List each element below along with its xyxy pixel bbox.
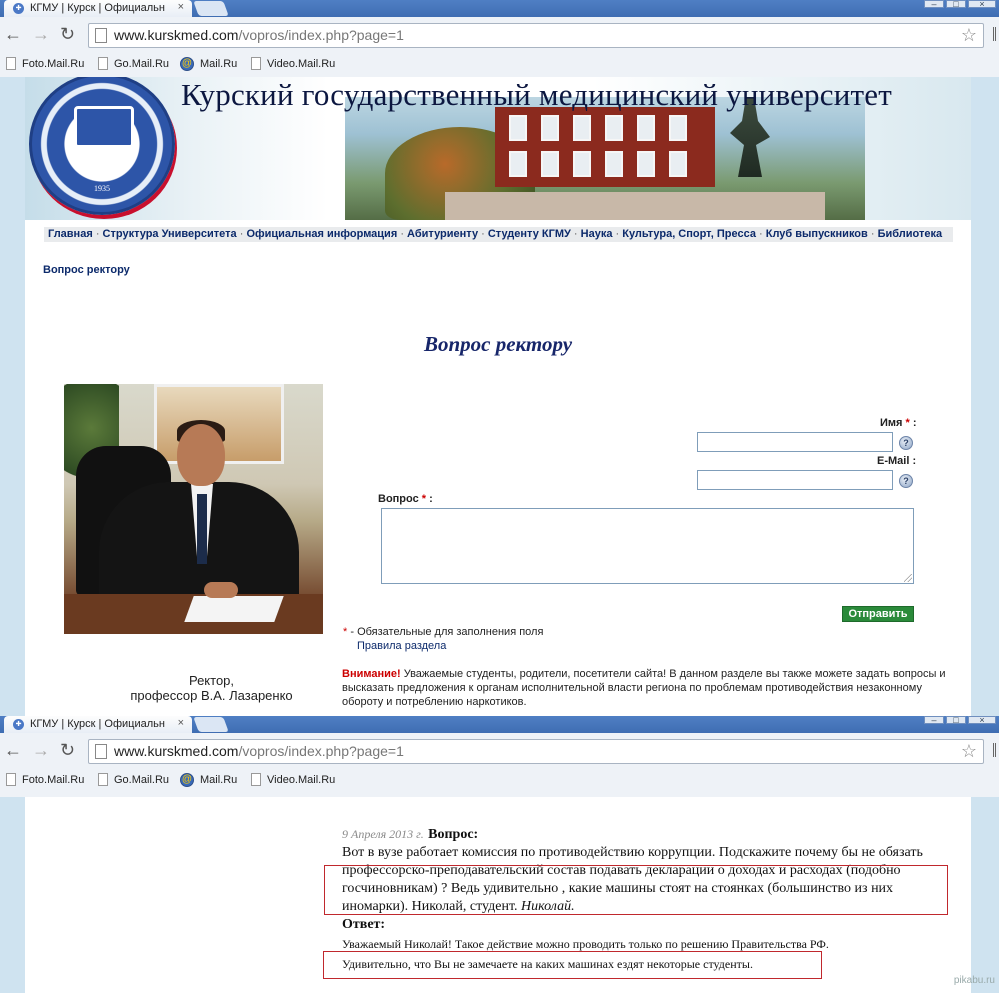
name-input[interactable] [697, 432, 893, 452]
bookmark-video-mail[interactable] [251, 773, 335, 786]
nav-home[interactable]: Главная [48, 228, 93, 240]
required-mark: * [421, 493, 427, 505]
paper-image [184, 596, 283, 622]
tab-strip [0, 0, 999, 17]
qa-question-body: Вот в вузе работает комиссия по противодействию коррупции. Подскажите почему бы не обязать профессорско-преподавательский состав подавать декларации о доходах и расходах (подобно госчиновникам) ? Ведь удивительно , какие машины стоят на стоянках (большинство из них иномарки). Николай, студент. [342, 845, 923, 914]
page-icon [95, 28, 107, 43]
tab-strip [0, 716, 999, 733]
nav-separator: · [615, 228, 620, 240]
browser-tab[interactable] [4, 716, 192, 733]
bookmark-label: Go.Mail.Ru [114, 57, 170, 70]
highlight-box-question [324, 865, 948, 915]
ksmu-favicon-icon: ✚ [13, 3, 24, 14]
bookmark-star-icon[interactable]: ☆ [960, 741, 977, 761]
bookmark-label: Foto.Mail.Ru [22, 57, 85, 70]
page-icon [251, 773, 261, 786]
nav-culture[interactable]: Культура, Спорт, Пресса [622, 228, 756, 240]
wrench-menu-icon[interactable] [990, 743, 996, 757]
required-mark: * [905, 417, 910, 429]
building-facade [495, 107, 715, 187]
nav-separator: · [759, 228, 763, 240]
tab-close-icon[interactable]: × [177, 717, 184, 729]
nav-bar [0, 733, 999, 769]
address-bar[interactable] [88, 23, 984, 48]
bookmark-video-mail[interactable] [251, 57, 335, 70]
highlight-box-answer [323, 951, 822, 979]
maximize-icon[interactable]: □ [946, 0, 966, 8]
mail-ru-icon: @ [181, 58, 193, 69]
nav-library[interactable]: Библиотека [877, 228, 943, 240]
forward-arrow-icon[interactable]: → [32, 24, 50, 44]
book-emblem-icon [74, 106, 134, 148]
minimize-icon[interactable]: – [924, 716, 944, 724]
nav-structure[interactable]: Структура Университета [102, 228, 237, 240]
nav-science[interactable]: Наука [580, 228, 613, 240]
email-input[interactable] [697, 470, 893, 490]
page-icon [251, 57, 261, 70]
forward-arrow-icon[interactable]: → [32, 740, 50, 760]
bookmark-mail[interactable] [180, 57, 237, 71]
main-navigation [44, 227, 953, 242]
bookmarks-bar [0, 53, 999, 77]
tie-image [197, 494, 207, 564]
question-label [378, 493, 433, 505]
page-title: Вопрос ректору [423, 332, 573, 356]
page-icon [98, 57, 108, 70]
maximize-icon[interactable]: □ [946, 716, 966, 724]
tab-title: КГМУ | Курск | Официальн [30, 2, 165, 14]
tab-close-icon[interactable]: × [177, 1, 184, 13]
campus-photo [345, 97, 865, 220]
rules-link[interactable]: Правила раздела [357, 640, 447, 652]
required-note [343, 626, 543, 638]
page-icon [6, 773, 16, 786]
question-textarea[interactable] [381, 508, 914, 584]
rector-photo [64, 384, 323, 634]
warning-text: Уважаемые студенты, родители, посетители сайта! В данном разделе вы также можете задать вопросы и высказать предложения к органам исполнительной власти региона по проблемам противодействия незаконному обороту и потреблению наркотиков. [342, 668, 946, 708]
wrench-menu-icon[interactable] [990, 27, 996, 41]
browser-tab[interactable] [4, 0, 192, 17]
watermark: pikabu.ru [953, 975, 995, 986]
nav-separator: · [239, 228, 244, 240]
name-help-icon[interactable]: ? [899, 436, 913, 450]
label-colon: : [429, 493, 433, 505]
qa-question-header [342, 825, 478, 843]
nav-separator: · [870, 228, 875, 240]
page-background-left [0, 77, 25, 716]
window-close-icon[interactable]: × [968, 0, 996, 8]
bookmark-foto-mail[interactable] [6, 57, 84, 70]
head-image [177, 424, 225, 486]
required-note-text: - Обязательные для заполнения поля [350, 626, 544, 638]
name-label-text: Имя [880, 417, 903, 429]
mail-ru-icon: @ [181, 774, 193, 785]
bookmark-label: Video.Mail.Ru [267, 57, 336, 70]
nav-separator: · [400, 228, 404, 240]
nav-separator: · [95, 228, 100, 240]
rector-caption-line2: профессор В.А. Лазаренко [130, 688, 293, 703]
bookmark-label: Mail.Ru [200, 58, 238, 70]
university-logo[interactable] [29, 77, 175, 215]
page-icon [98, 773, 108, 786]
page-background-right [971, 77, 999, 716]
email-help-icon[interactable]: ? [899, 474, 913, 488]
url-path: /vopros/index.php?page=1 [238, 27, 404, 43]
submit-button[interactable]: Отправить [842, 606, 914, 622]
warning-notice [342, 667, 954, 709]
bookmark-go-mail[interactable] [98, 773, 169, 786]
university-title: Курский государственный медицинский университет [181, 77, 892, 112]
nav-separator: · [481, 228, 485, 240]
email-label-text: E-Mail [877, 455, 910, 467]
rector-caption-line1: Ректор, [188, 673, 235, 688]
bookmark-label: Foto.Mail.Ru [22, 773, 85, 786]
qa-question-label: Вопрос: [428, 827, 479, 842]
logo-year: 1935 [94, 184, 110, 193]
tab-title: КГМУ | Курск | Официальн [30, 718, 165, 730]
url-host: www.kurskmed.com [114, 743, 239, 759]
bookmarks-bar [0, 769, 999, 793]
browser-chrome-top [0, 0, 999, 77]
site-header [25, 77, 971, 220]
url-path: /vopros/index.php?page=1 [238, 743, 404, 759]
nav-bar [0, 17, 999, 53]
url-host: www.kurskmed.com [114, 27, 239, 43]
back-arrow-icon[interactable]: ← [4, 24, 22, 44]
page-icon [6, 57, 16, 70]
required-mark: * [343, 626, 348, 638]
page-background-right [971, 797, 999, 993]
ksmu-favicon-icon: ✚ [13, 719, 24, 730]
pavement-image [445, 192, 825, 220]
reload-icon[interactable]: ↻ [60, 740, 76, 760]
label-colon: : [912, 455, 917, 467]
new-tab-button[interactable] [193, 717, 228, 732]
label-colon: : [912, 417, 917, 429]
breadcrumb[interactable]: Вопрос ректору [43, 264, 130, 276]
qa-question-author: Николай. [521, 899, 575, 914]
warning-title: Внимание! [342, 668, 401, 680]
bookmark-foto-mail[interactable] [6, 773, 84, 786]
bookmark-star-icon[interactable]: ☆ [960, 25, 977, 45]
qa-date: 9 Апреля 2013 г. [342, 827, 424, 841]
nav-official-info[interactable]: Официальная информация [246, 228, 398, 240]
bookmark-label: Go.Mail.Ru [114, 773, 170, 786]
page-icon [95, 744, 107, 759]
nav-applicants[interactable]: Абитуриенту [407, 228, 479, 240]
bookmark-go-mail[interactable] [98, 57, 169, 70]
nav-students[interactable]: Студенту КГМУ [487, 228, 571, 240]
nav-alumni[interactable]: Клуб выпускников [765, 228, 868, 240]
address-bar[interactable] [88, 739, 984, 764]
minimize-icon[interactable]: – [924, 0, 944, 8]
nav-separator: · [573, 228, 578, 240]
name-label [880, 417, 917, 429]
bookmark-label: Mail.Ru [200, 774, 238, 786]
new-tab-button[interactable] [193, 1, 228, 16]
resize-grip-icon[interactable] [904, 574, 912, 582]
browser-chrome-bottom [0, 716, 999, 797]
bookmark-label: Video.Mail.Ru [267, 773, 336, 786]
question-label-text: Вопрос [378, 493, 419, 505]
reload-icon[interactable]: ↻ [60, 24, 76, 44]
window-close-icon[interactable]: × [968, 716, 996, 724]
qa-answer-line1: Уважаемый Николай! Такое действие можно проводить только по решению Правительства РФ. [342, 937, 829, 951]
qa-answer-label: Ответ: [342, 917, 386, 932]
back-arrow-icon[interactable]: ← [4, 740, 22, 760]
qa-answer-line2: Удивительно, что Вы не замечаете на каких машинах ездят некоторые студенты. [342, 957, 753, 971]
email-label [877, 455, 916, 467]
bookmark-mail[interactable] [180, 773, 237, 787]
page-background-left [0, 797, 25, 993]
hand-image [204, 582, 238, 598]
rector-caption [64, 673, 359, 703]
